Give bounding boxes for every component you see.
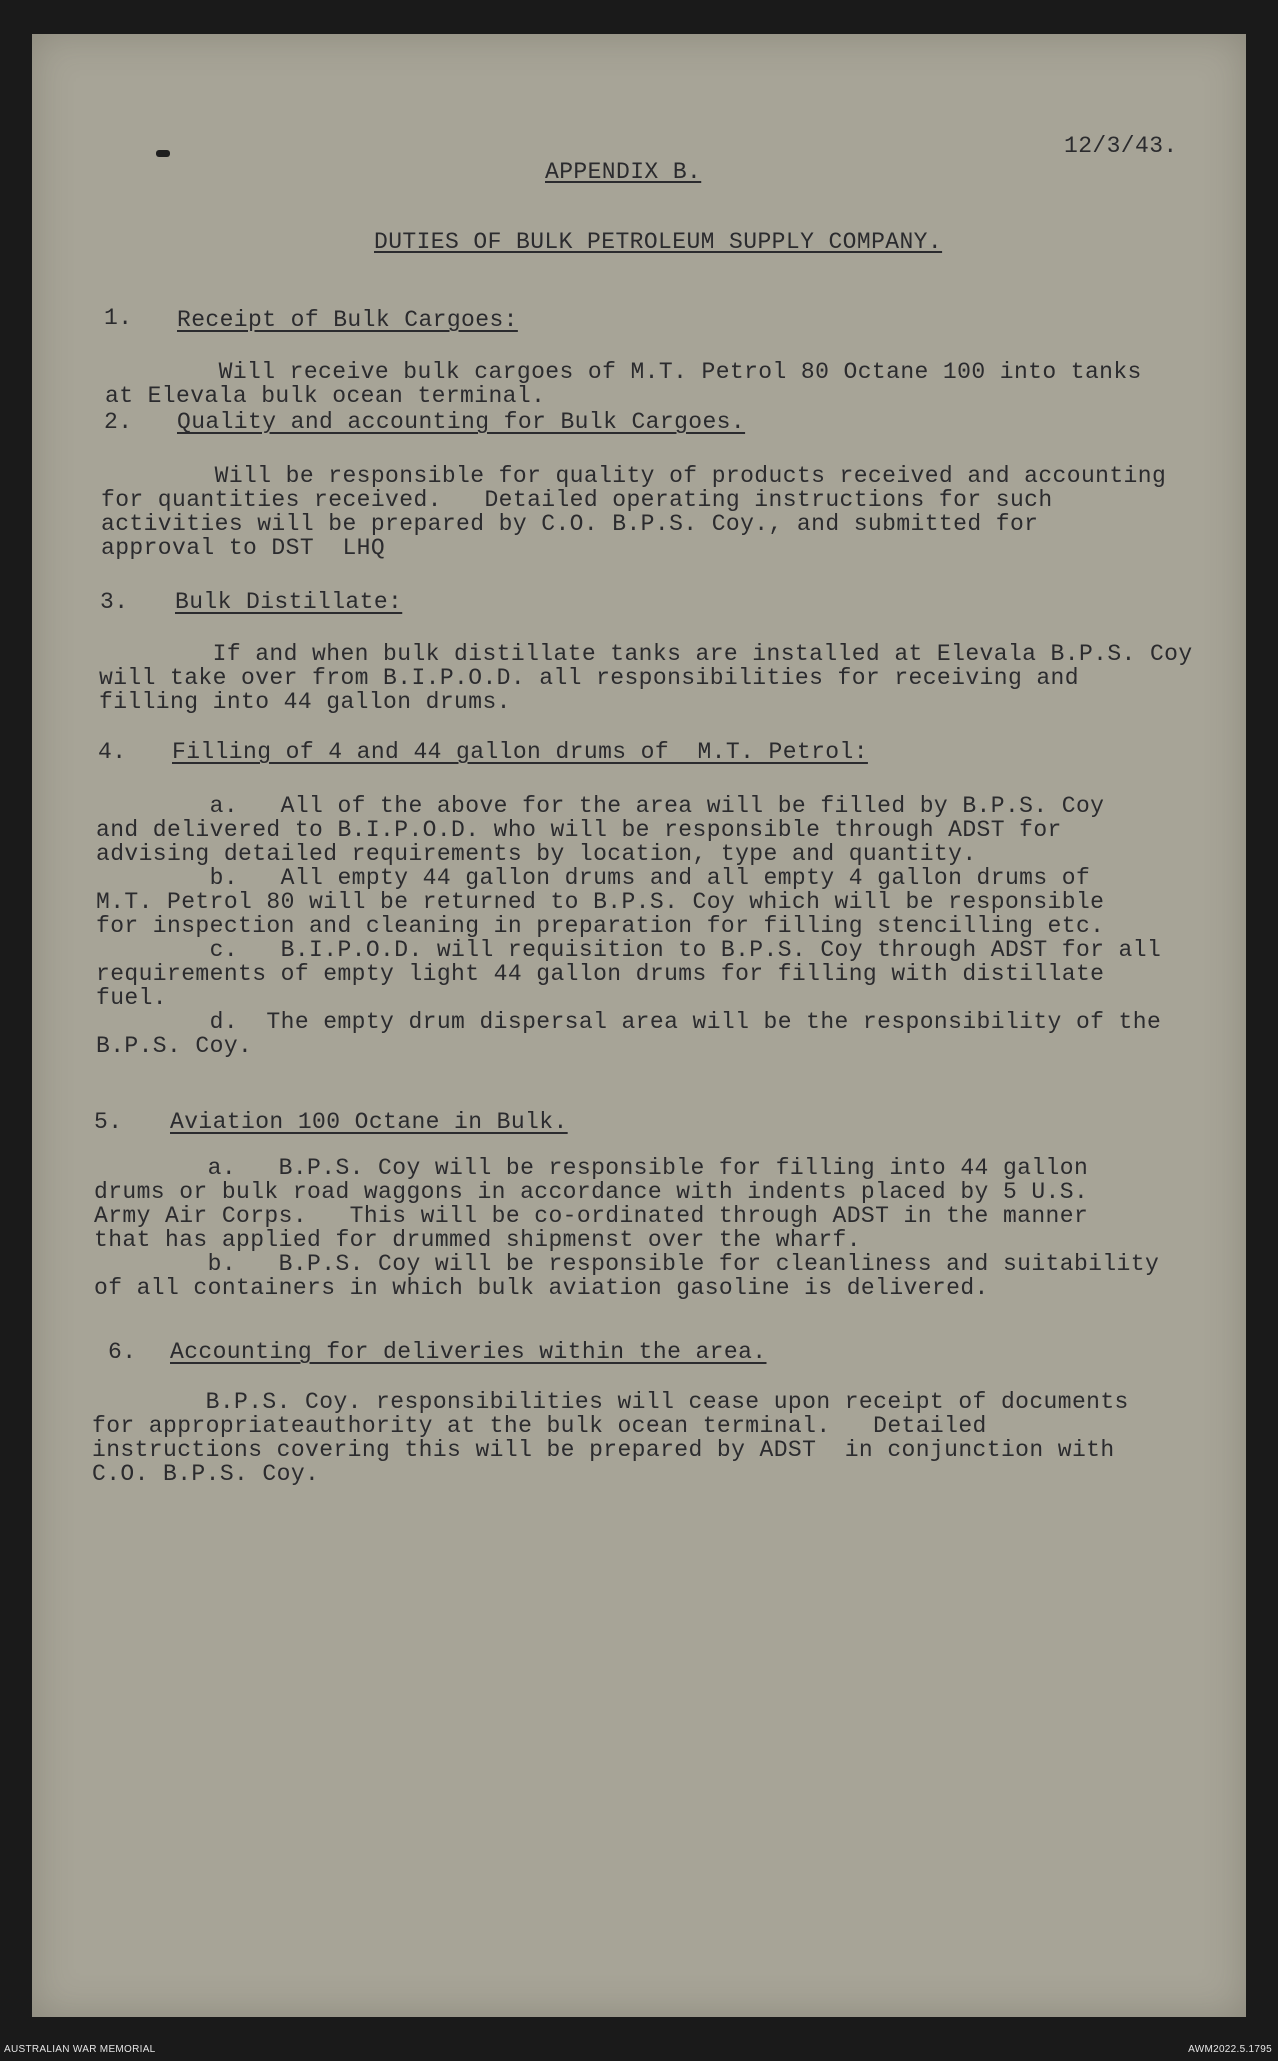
body-line: C.O. B.P.S. Coy. <box>92 1461 320 1487</box>
section-body <box>92 1390 1129 1486</box>
body-line: instructions covering this will be prepared by ADST in conjunction with <box>92 1437 1115 1463</box>
body-line: b. B.P.S. Coy will be responsible for cleanliness and suitability <box>94 1251 1160 1277</box>
section-number: 1. <box>104 305 133 331</box>
body-line: a. B.P.S. Coy will be responsible for filling into 44 gallon <box>94 1155 1089 1181</box>
body-line: d. The empty drum dispersal area will be the responsibility of the <box>96 1009 1162 1035</box>
section-body <box>99 642 1193 714</box>
body-line: drums or bulk road waggons in accordance with indents placed by 5 U.S. <box>94 1179 1089 1205</box>
section-body <box>96 794 1161 1058</box>
body-line: a. All of the above for the area will be filled by B.P.S. Coy <box>96 793 1105 819</box>
body-line: at Elevala bulk ocean terminal. <box>105 383 546 409</box>
body-line: fuel. <box>96 985 168 1011</box>
body-line: for quantities received. Detailed operating instructions for such <box>101 487 1053 513</box>
body-line: that has applied for drummed shipmenst over the wharf. <box>94 1227 861 1253</box>
section-heading: Quality and accounting for Bulk Cargoes. <box>177 409 746 435</box>
section-body <box>101 464 1166 560</box>
body-line: B.P.S. Coy. <box>96 1033 253 1059</box>
section-number: 2. <box>104 409 133 435</box>
section-number: 3. <box>100 589 129 615</box>
body-line: advising detailed requirements by location, type and quantity. <box>96 841 977 867</box>
document-page <box>32 34 1246 2017</box>
body-line: B.P.S. Coy. responsibilities will cease upon receipt of documents <box>92 1389 1129 1415</box>
body-line: c. B.I.P.O.D. will requisition to B.P.S. Coy through ADST for all <box>96 937 1162 963</box>
document-date: 12/3/43. <box>1064 133 1178 159</box>
section-number: 6. <box>108 1339 137 1365</box>
footer-institution: AUSTRALIAN WAR MEMORIAL <box>4 2044 156 2055</box>
body-line: for inspection and cleaning in preparation for filling stencilling etc. <box>96 913 1105 939</box>
ink-mark <box>156 150 170 157</box>
body-line: If and when bulk distillate tanks are installed at Elevala B.P.S. Coy <box>99 641 1193 667</box>
body-line: Will receive bulk cargoes of M.T. Petrol 80 Octane 100 into tanks <box>105 359 1142 385</box>
body-line: for appropriateauthority at the bulk ocean terminal. Detailed <box>92 1413 987 1439</box>
body-line: requirements of empty light 44 gallon drums for filling with distillate <box>96 961 1105 987</box>
section-body <box>94 1156 1159 1300</box>
body-line: approval to DST LHQ <box>101 535 386 561</box>
section-number: 5. <box>94 1109 123 1135</box>
body-line: filling into 44 gallon drums. <box>99 689 511 715</box>
section-heading: Accounting for deliveries within the area. <box>170 1339 767 1365</box>
document-title: DUTIES OF BULK PETROLEUM SUPPLY COMPANY. <box>374 229 943 255</box>
body-line: Will be responsible for quality of products received and accounting <box>101 463 1167 489</box>
section-number: 4. <box>98 739 127 765</box>
body-line: activities will be prepared by C.O. B.P.S. Coy., and submitted for <box>101 511 1039 537</box>
body-line: b. All empty 44 gallon drums and all empty 4 gallon drums of <box>96 865 1091 891</box>
body-line: will take over from B.I.P.O.D. all responsibilities for receiving and <box>99 665 1079 691</box>
section-heading: Bulk Distillate: <box>175 589 403 615</box>
section-body <box>105 360 1142 408</box>
section-heading: Filling of 4 and 44 gallon drums of M.T. Petrol: <box>172 739 868 765</box>
body-line: M.T. Petrol 80 will be returned to B.P.S. Coy which will be responsible <box>96 889 1105 915</box>
footer-accession-number: AWM2022.5.1795 <box>1188 2044 1272 2055</box>
body-line: and delivered to B.I.P.O.D. who will be responsible through ADST for <box>96 817 1062 843</box>
section-heading: Aviation 100 Octane in Bulk. <box>170 1109 568 1135</box>
body-line: of all containers in which bulk aviation gasoline is delivered. <box>94 1275 989 1301</box>
section-heading: Receipt of Bulk Cargoes: <box>177 307 518 333</box>
appendix-title: APPENDIX B. <box>545 159 702 185</box>
body-line: Army Air Corps. This will be co-ordinated through ADST in the manner <box>94 1203 1089 1229</box>
